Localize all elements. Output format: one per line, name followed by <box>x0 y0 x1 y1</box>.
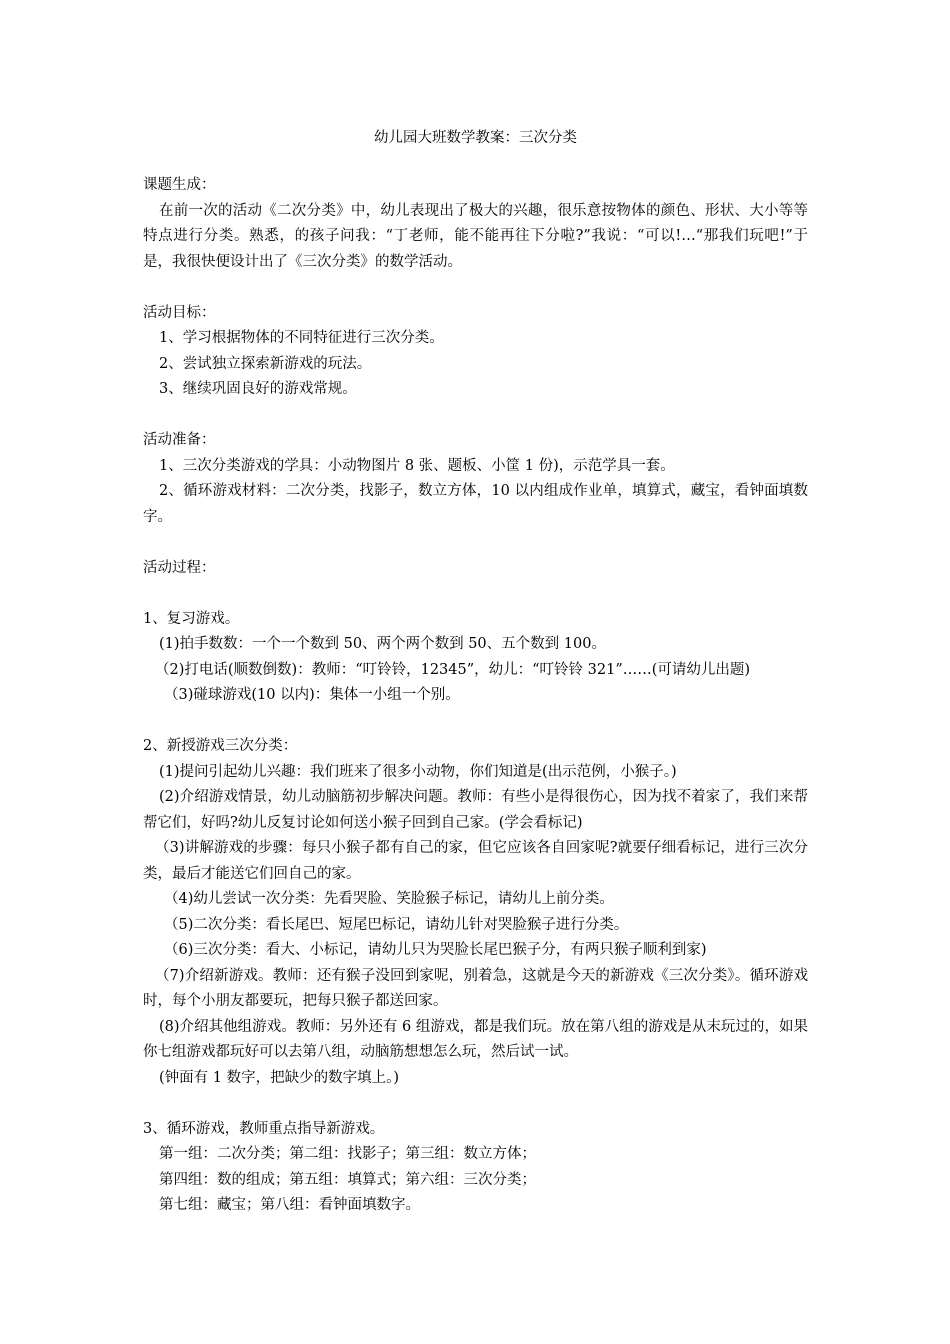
step2-item: (8)介绍其他组游戏。教师：另外还有 6 组游戏，都是我们玩。放在第八组的游戏是从末玩过的，如果你七组游戏都玩好可以去第八组，动脑筋想想怎么玩，然后试一试。 <box>143 1018 808 1060</box>
step2-item: （3)讲解游戏的步骤：每只小猴子都有自己的家，但它应该各自回家呢?就要仔细看标记，进行三次分类，最后才能送它们回自己的家。 <box>143 840 808 882</box>
step2-item: （7)介绍新游戏。教师：还有猴子没回到家呢，别着急，这就是今天的新游戏《三次分类》。循环游戏时，每个小朋友都要玩，把每只猴子都送回家。 <box>143 967 808 1009</box>
process-heading: 活动过程： <box>143 559 216 576</box>
step1-heading: 1、复习游戏。 <box>143 610 240 627</box>
document-title: 幼儿园大班数学教案：三次分类 <box>374 130 577 146</box>
goal-item: 1、学习根据物体的不同特征进行三次分类。 <box>159 330 444 346</box>
prep-item: 2、循环游戏材料：二次分类，找影子，数立方体，10 以内组成作业单，填算式，藏宝，看钟面填数字。 <box>143 483 808 525</box>
step2-heading: 2、新授游戏三次分类： <box>143 738 298 754</box>
step1-item: （3)碰球游戏(10 以内)：集体一小组一个别。 <box>164 687 460 703</box>
step2-item: （6)三次分类：看大、小标记，请幼儿只为哭脸长尾巴猴子分，有两只猴子顺利到家) <box>164 942 707 958</box>
step1-item: (1)拍手数数：一个一个数到 50、两个两个数到 50、五个数到 100。 <box>159 636 606 652</box>
prep-heading: 活动准备： <box>143 432 216 448</box>
step2-item: (1)提问引起幼儿兴趣：我们班来了很多小动物，你们知道是(出示范例，小猴子。) <box>159 763 677 780</box>
goal-item: 3、继续巩固良好的游戏常规。 <box>159 381 357 397</box>
step2-item: (2)介绍游戏情景，幼儿动脑筋初步解决问题。教师：有些小是得很伤心，因为找不着家了，我们来帮帮它们，好吗?幼儿反复讨论如何送小猴子回到自己家。(学会看标记) <box>143 789 808 831</box>
origin-heading: 课题生成： <box>143 177 216 193</box>
step2-item: （4)幼儿尝试一次分类：先看哭脸、笑脸猴子标记，请幼儿上前分类。 <box>164 891 614 907</box>
step1-item: （2)打电话(顺数倒数)：教师：“叮铃铃，12345”，幼儿：“叮铃铃 321”……(可请幼儿出题) <box>155 661 751 678</box>
step2-item: （5)二次分类：看长尾巴、短尾巴标记，请幼儿针对哭脸猴子进行分类。 <box>164 916 629 933</box>
step3-item: 第一组：二次分类；第二组：找影子；第三组：数立方体； <box>159 1146 536 1162</box>
goal-item: 2、尝试独立探索新游戏的玩法。 <box>159 355 372 372</box>
step3-heading: 3、循环游戏，教师重点指导新游戏。 <box>143 1120 385 1137</box>
document-body <box>143 173 808 1219</box>
goals-heading: 活动目标： <box>143 304 216 321</box>
prep-item: 1、三次分类游戏的学具：小动物图片 8 张、题板、小筐 1 份)，示范学具一套。 <box>159 457 675 474</box>
step3-item: 第四组：数的组成；第五组：填算式；第六组：三次分类； <box>159 1171 536 1188</box>
step3-item: 第七组：藏宝；第八组：看钟面填数字。 <box>159 1197 420 1213</box>
step2-item: (钟面有 1 数字，把缺少的数字填上。) <box>159 1069 400 1086</box>
origin-paragraph: 在前一次的活动《二次分类》中，幼儿表现出了极大的兴趣，很乐意按物体的颜色、形状、大小等等特点进行分类。熟悉，的孩子问我：“丁老师，能不能再往下分啦?”我说：“可以!…“那我们玩吧!”于是，我很快便设计出了《三次分类》的数学活动。 <box>143 202 808 270</box>
